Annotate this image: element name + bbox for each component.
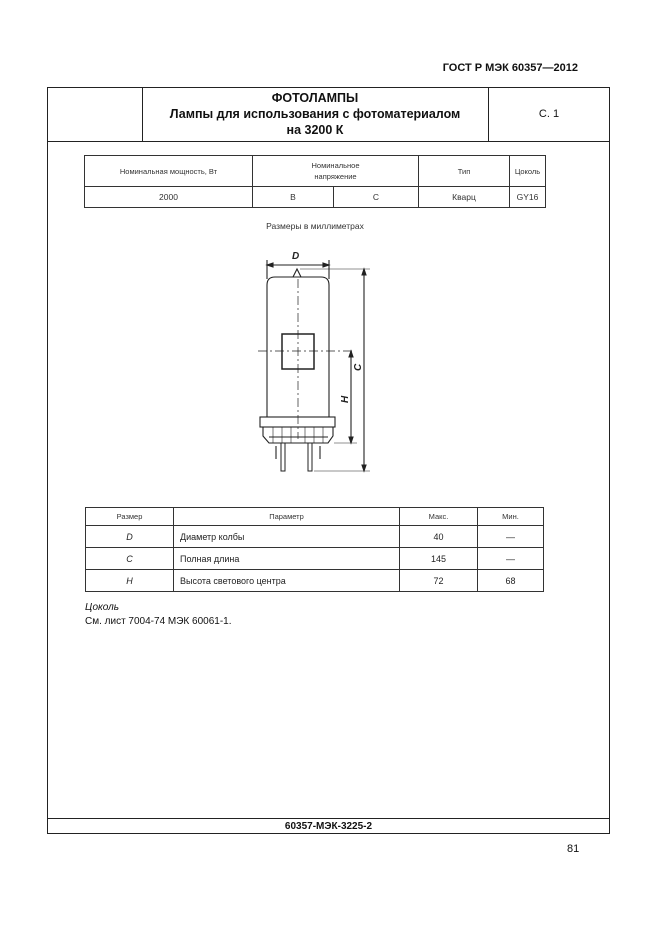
table-row [86,548,544,570]
page-number: 81 [567,843,580,855]
header-power: Номинальная мощность, Вт [85,156,253,187]
bulb-tip [293,269,301,277]
label-d: D [292,251,300,262]
dimension-symbol: H [86,570,174,592]
table-row [86,526,544,548]
dimension-symbol: D [86,526,174,548]
parameter-name: Высота светового центра [174,570,400,592]
dimensions-table [85,507,544,592]
spec-table [84,155,546,208]
standard-number: ГОСТ Р МЭК 60357—2012 [442,62,578,74]
dimensions-table-header [86,508,544,526]
title-line-3: на 3200 К [286,123,344,137]
header-voltage-line2: напряжение [314,172,357,181]
header-divider [47,141,610,142]
base-section-label: Цоколь [85,602,120,613]
spec-table-row [85,187,546,208]
cell-type: Кварц [419,187,510,208]
parameter-name: Полная длина [174,548,400,570]
header-base: Цоколь [510,156,546,187]
cell-voltage-b: B [253,187,334,208]
h-arrow-top [349,351,353,357]
min-value: 68 [478,570,544,592]
sheet-title [142,90,488,138]
dimension-symbol: C [86,548,174,570]
sheet-number: С. 1 [538,108,560,120]
label-h: H [340,395,351,403]
base-collar [260,417,335,427]
cell-base: GY16 [510,187,546,208]
max-value: 145 [400,548,478,570]
header-voltage [253,156,419,187]
label-c: C [353,363,364,371]
title-line-2: Лампы для использования с фотоматериалом [169,107,461,121]
base-section-text: См. лист 7004-74 МЭК 60061-1. [85,616,232,627]
spec-table-header [85,156,546,187]
pin-left [281,443,285,471]
pin-right [308,443,312,471]
header-max: Макс. [400,508,478,526]
d-arrow-right [323,263,329,267]
lamp-drawing [230,243,380,483]
header-dimension: Размер [86,508,174,526]
c-arrow-top [362,269,366,275]
table-row [86,570,544,592]
parameter-name: Диаметр колбы [174,526,400,548]
footer-divider [47,818,610,819]
h-arrow-bottom [349,437,353,443]
title-line-1: ФОТОЛАМПЫ [271,91,359,105]
sheet-code: 60357-МЭК-3225-2 [284,821,373,832]
header-min: Мин. [478,508,544,526]
cell-power: 2000 [85,187,253,208]
d-arrow-left [267,263,273,267]
min-value: — [478,548,544,570]
header-voltage-line1: Номинальное [311,161,360,170]
c-arrow-bottom [362,465,366,471]
cell-voltage-c: C [333,187,418,208]
min-value: — [478,526,544,548]
dimensions-note: Размеры в миллиметрах [266,221,364,231]
max-value: 72 [400,570,478,592]
header-type: Тип [419,156,510,187]
header-parameter: Параметр [174,508,400,526]
max-value: 40 [400,526,478,548]
